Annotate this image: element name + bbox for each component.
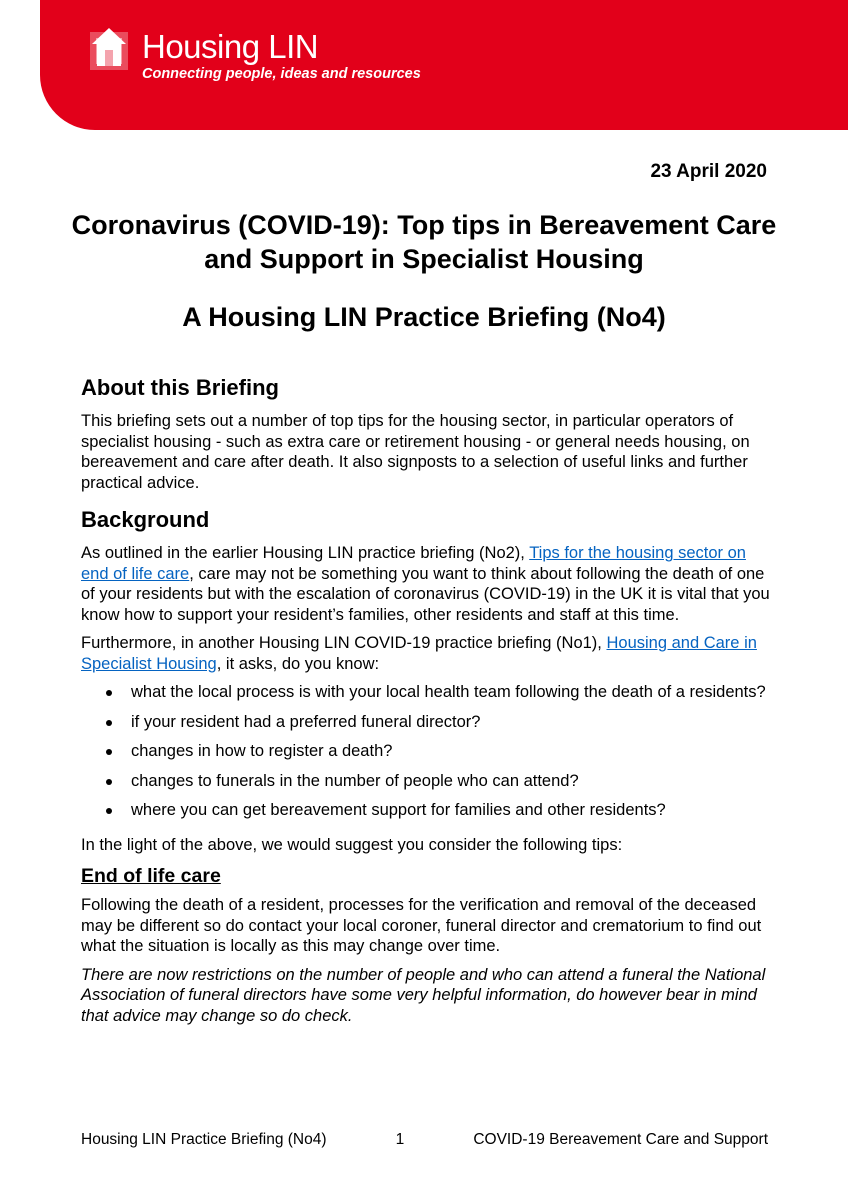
brand-name: Housing LIN — [142, 28, 319, 65]
page-number: 1 — [395, 1131, 405, 1148]
bullet-icon — [106, 749, 112, 755]
list-item — [81, 800, 771, 821]
document-body — [81, 373, 771, 1034]
list-item-text: what the local process is with your local health team following the death of a residents? — [131, 683, 766, 701]
end-of-life-heading: End of life care — [81, 865, 221, 887]
document-date: 23 April 2020 — [650, 161, 767, 182]
about-heading: About this Briefing — [81, 375, 279, 400]
brand-tagline: Connecting people, ideas and resources — [142, 66, 421, 82]
housing-lin-logo-icon — [90, 26, 128, 70]
bullet-icon — [106, 690, 112, 696]
end-of-life-tips-link[interactable]: Tips for the housing sector on end of life care — [81, 544, 746, 583]
about-paragraph: This briefing sets out a number of top tips for the housing sector, in particular operators of specialist housing - such as extra care or retirement housing - or general needs housing, on bereavement and care after death. It also signposts to a selection of useful links and further practical advice. — [81, 412, 750, 492]
housing-and-care-link[interactable]: Housing and Care in Specialist Housing — [81, 634, 757, 673]
document-title: Coronavirus (COVID-19): Top tips in Bereavement Care and Support in Specialist Housing — [71, 210, 777, 274]
background-p1-text-before: As outlined in the earlier Housing LIN practice briefing (No2), — [81, 544, 530, 562]
header-banner — [40, 0, 848, 130]
list-item — [81, 741, 771, 762]
background-p1-text-after: , care may not be something you want to think about following the death of one of your residents but with the escalation of coronavirus (COVID-19) in the UK it is vital that you know how to support your resident’s families, other residents and staff at this time. — [81, 564, 770, 624]
footer-right: COVID-19 Bereavement Care and Support — [473, 1131, 768, 1148]
list-item-text: where you can get bereavement support for families and other residents? — [131, 801, 666, 819]
list-item-text: changes in how to register a death? — [131, 742, 393, 760]
background-p2-text-before: Furthermore, in another Housing LIN COVID-19 practice briefing (No1), — [81, 634, 607, 652]
background-paragraph-1 — [81, 543, 771, 625]
bullet-icon — [106, 808, 112, 814]
list-item-text: if your resident had a preferred funeral director? — [131, 712, 481, 731]
list-item — [81, 712, 771, 733]
list-item — [81, 682, 771, 703]
tips-intro: In the light of the above, we would suggest you consider the following tips: — [81, 835, 623, 854]
questions-list — [81, 682, 771, 821]
background-p2-text-after: , it asks, do you know: — [216, 654, 380, 673]
bullet-icon — [106, 779, 112, 785]
end-of-life-paragraph: Following the death of a resident, processes for the verification and removal of the deceased may be different so do contact your local coroner, funeral director and crematorium to find out what the situation is locally as this may change over time. — [81, 896, 762, 955]
background-paragraph-2 — [81, 633, 771, 674]
list-item-text: changes to funerals in the number of people who can attend? — [131, 771, 579, 790]
bullet-icon — [106, 720, 112, 726]
list-item — [81, 771, 771, 792]
document-subtitle: A Housing LIN Practice Briefing (No4) — [182, 302, 666, 332]
background-heading: Background — [81, 507, 210, 532]
footer-left: Housing LIN Practice Briefing (No4) — [81, 1131, 327, 1148]
end-of-life-italic-note: There are now restrictions on the number of people and who can attend a funeral the National Association of funeral directors have some very helpful information, do however bear in mind that advice may change so do check. — [81, 965, 766, 1025]
page-footer — [81, 1131, 768, 1149]
